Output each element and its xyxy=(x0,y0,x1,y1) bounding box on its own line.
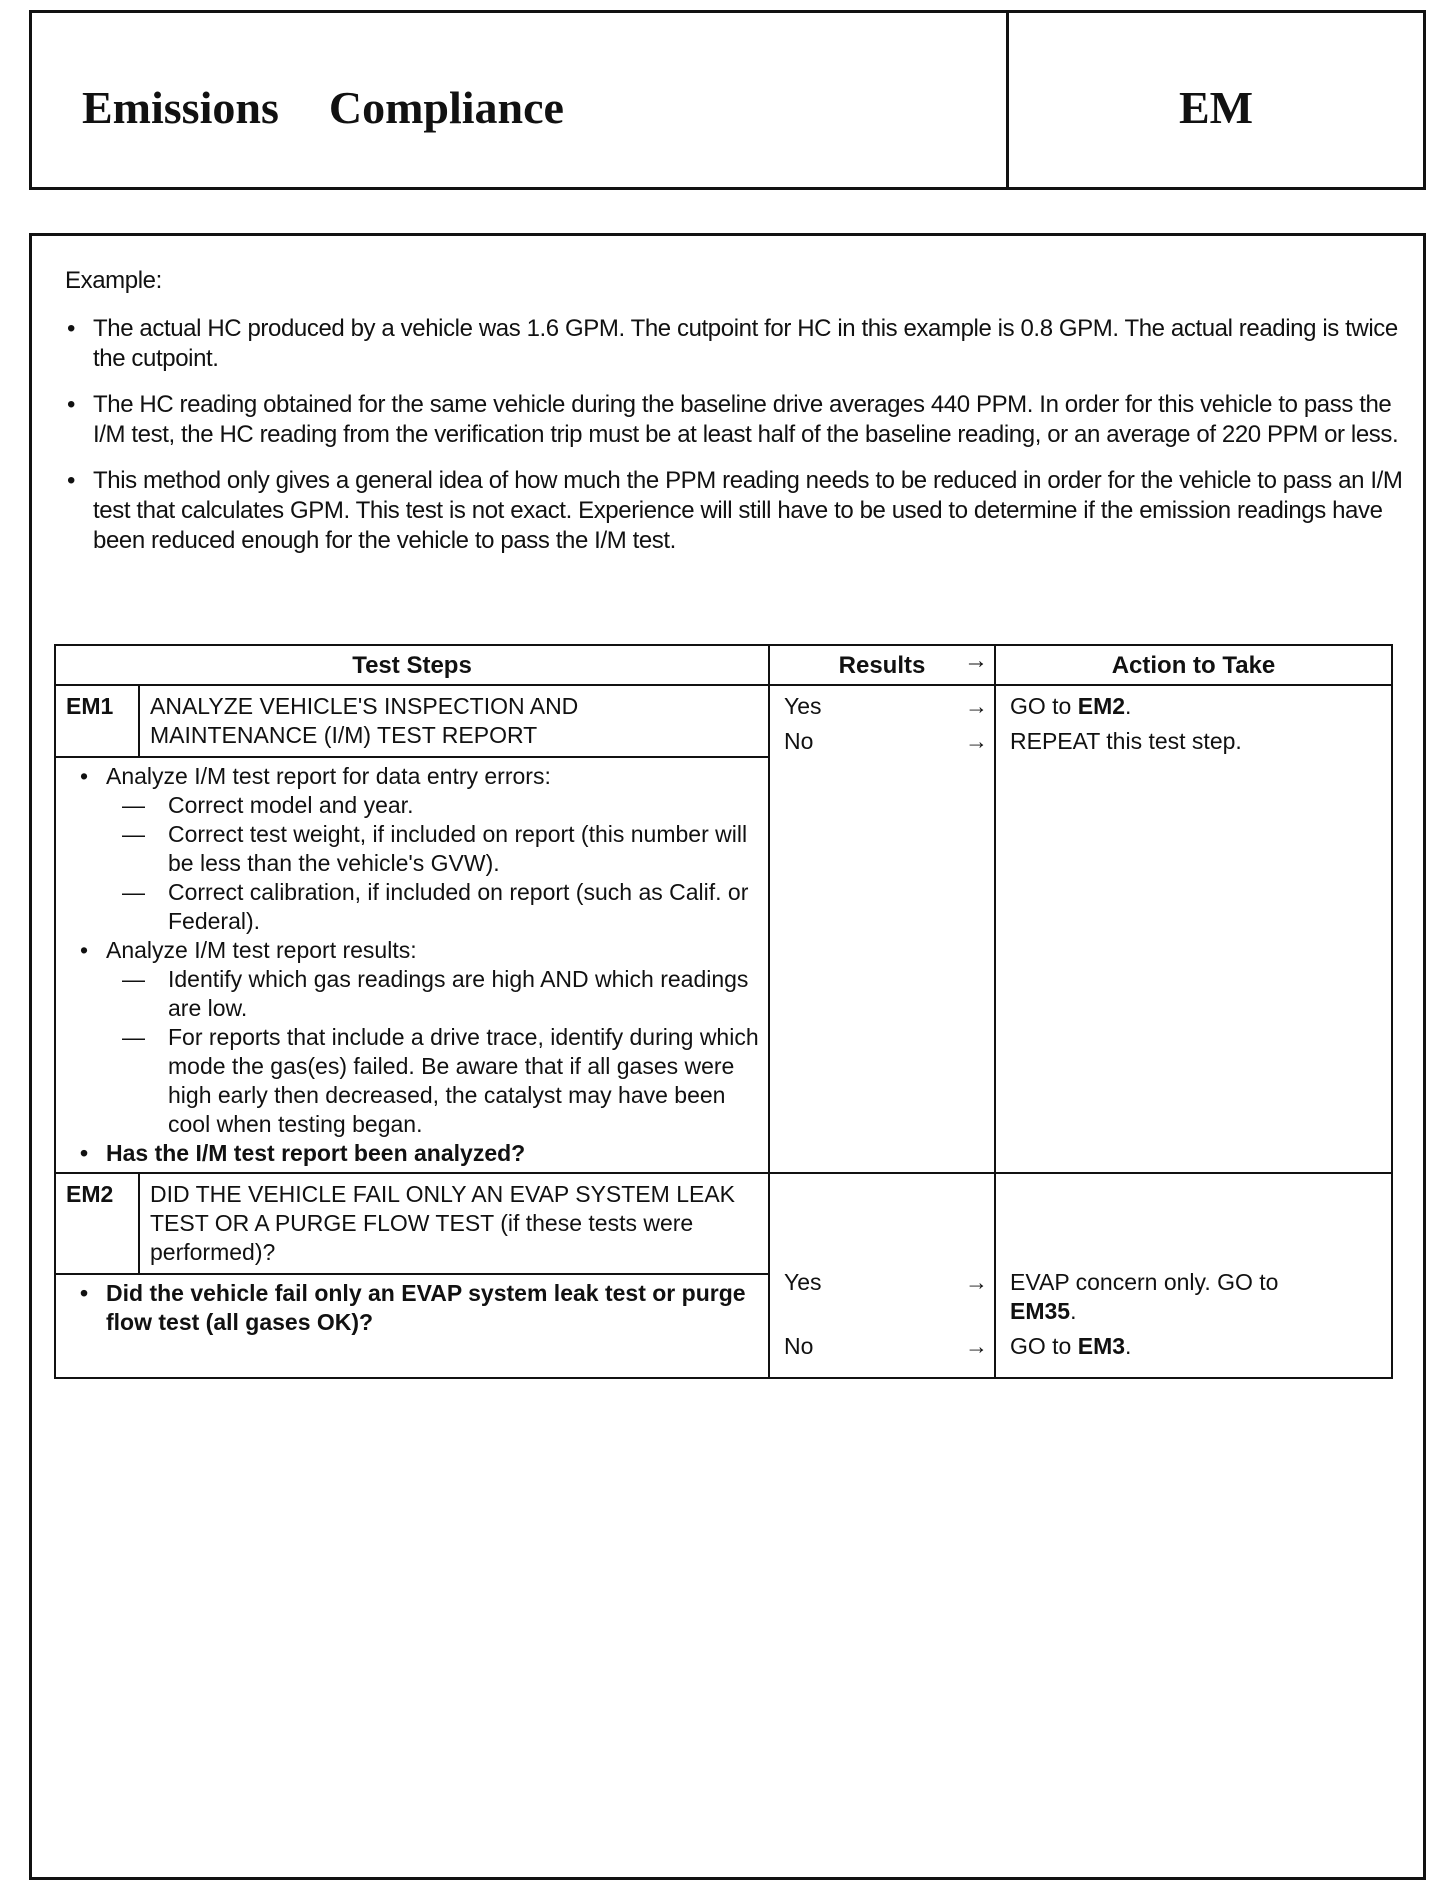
result-yes xyxy=(770,692,994,721)
table-header-row xyxy=(55,645,1392,685)
result-no xyxy=(770,727,994,756)
title-word-compliance: Compliance xyxy=(328,82,564,133)
results-em1 xyxy=(769,685,995,1173)
example-bullet: • The HC reading obtained for the same vehicle during the baseline drive averages 440 PPM. In order for this vehicle to pass the I/M test, the HC reading from the verification trip must be at least half of the baseline reading, or an average of 220 PPM or less. xyxy=(65,390,1405,450)
action-target: EM35 xyxy=(1010,1298,1071,1324)
action-text: EVAP concern only. GO to xyxy=(1010,1269,1279,1295)
action-text: GO to xyxy=(1010,693,1072,719)
action-yes xyxy=(996,1268,1391,1326)
step-subitem: — For reports that include a drive trace, identify during which mode the gas(es) failed. Be aware that if all gases were high early then decreased, the catalyst may have been cool when testing began. xyxy=(66,1023,760,1139)
actions-em1 xyxy=(995,685,1392,1173)
page-header xyxy=(29,10,1426,190)
page-title xyxy=(82,13,564,187)
step-subitem: — Correct test weight, if included on report (this number will be less than the vehicle's GVW). xyxy=(66,820,760,878)
result-label: No xyxy=(784,728,814,754)
step-subitem: — Correct model and year. xyxy=(66,791,760,820)
step-title-em1 xyxy=(139,685,769,757)
step-title-line: MAINTENANCE (I/M) TEST REPORT xyxy=(150,722,538,748)
section-code: EM xyxy=(1178,82,1254,133)
action-no xyxy=(996,1332,1391,1361)
action-suffix: . xyxy=(1125,1333,1132,1359)
table-row xyxy=(55,685,1392,757)
action-target: EM2 xyxy=(1077,693,1126,719)
step-bullet: • Analyze I/M test report results: xyxy=(66,936,760,965)
step-body-em1 xyxy=(55,757,769,1173)
actions-em2 xyxy=(995,1173,1392,1378)
header-action: Action to Take xyxy=(995,645,1392,685)
step-body-em2 xyxy=(55,1274,769,1378)
arrow-icon: → xyxy=(965,728,988,754)
result-label: Yes xyxy=(784,693,822,719)
header-results xyxy=(769,645,995,685)
action-target: EM3 xyxy=(1077,1333,1126,1359)
result-label: Yes xyxy=(784,1269,822,1295)
arrow-icon: → xyxy=(964,647,988,674)
action-yes xyxy=(996,692,1391,721)
action-suffix: . xyxy=(1125,693,1132,719)
example-bullet: • The actual HC produced by a vehicle was 1.6 GPM. The cutpoint for HC in this example is 0.8 GPM. The actual reading is twice the cutpoint. xyxy=(65,314,1405,374)
example-section xyxy=(65,266,1405,572)
step-title-line: ANALYZE VEHICLE'S INSPECTION AND xyxy=(150,693,579,719)
result-label: No xyxy=(784,1333,814,1359)
action-text: GO to xyxy=(1010,1333,1072,1359)
arrow-icon: → xyxy=(965,1269,988,1295)
example-bullets xyxy=(65,314,1405,556)
test-steps-table xyxy=(54,644,1393,1379)
step-id-em2: EM2 xyxy=(55,1173,139,1274)
example-label: Example: xyxy=(65,267,162,294)
result-no xyxy=(770,1332,994,1361)
result-yes xyxy=(770,1268,994,1297)
results-em2 xyxy=(769,1173,995,1378)
step-question: • Has the I/M test report been analyzed? xyxy=(66,1139,760,1168)
step-title-em2: DID THE VEHICLE FAIL ONLY AN EVAP SYSTEM LEAK TEST OR A PURGE FLOW TEST (if these tests were performed)? xyxy=(139,1173,769,1274)
table-row xyxy=(55,1173,1392,1274)
action-no: REPEAT this test step. xyxy=(1010,728,1242,754)
action-suffix: . xyxy=(1070,1298,1077,1324)
title-word-emissions: Emissions xyxy=(82,82,279,133)
step-question: • Did the vehicle fail only an EVAP system leak test or purge flow test (all gases OK)? xyxy=(66,1279,760,1337)
header-test-steps: Test Steps xyxy=(55,645,769,685)
content-frame xyxy=(29,233,1426,1880)
step-subitem: — Identify which gas readings are high AND which readings are low. xyxy=(66,965,760,1023)
step-bullet: • Analyze I/M test report for data entry errors: xyxy=(66,762,760,791)
example-bullet: • This method only gives a general idea of how much the PPM reading needs to be reduced in order for the vehicle to pass an I/M test that calculates GPM. This test is not exact. Experience will still have to be used to determine if the emission readings have been reduced enough for the vehicle to pass the I/M test. xyxy=(65,466,1405,556)
step-id-em1: EM1 xyxy=(55,685,139,757)
arrow-icon: → xyxy=(965,1333,988,1359)
step-subitem: — Correct calibration, if included on report (such as Calif. or Federal). xyxy=(66,878,760,936)
arrow-icon: → xyxy=(965,693,988,719)
header-results-label: Results xyxy=(838,651,926,679)
